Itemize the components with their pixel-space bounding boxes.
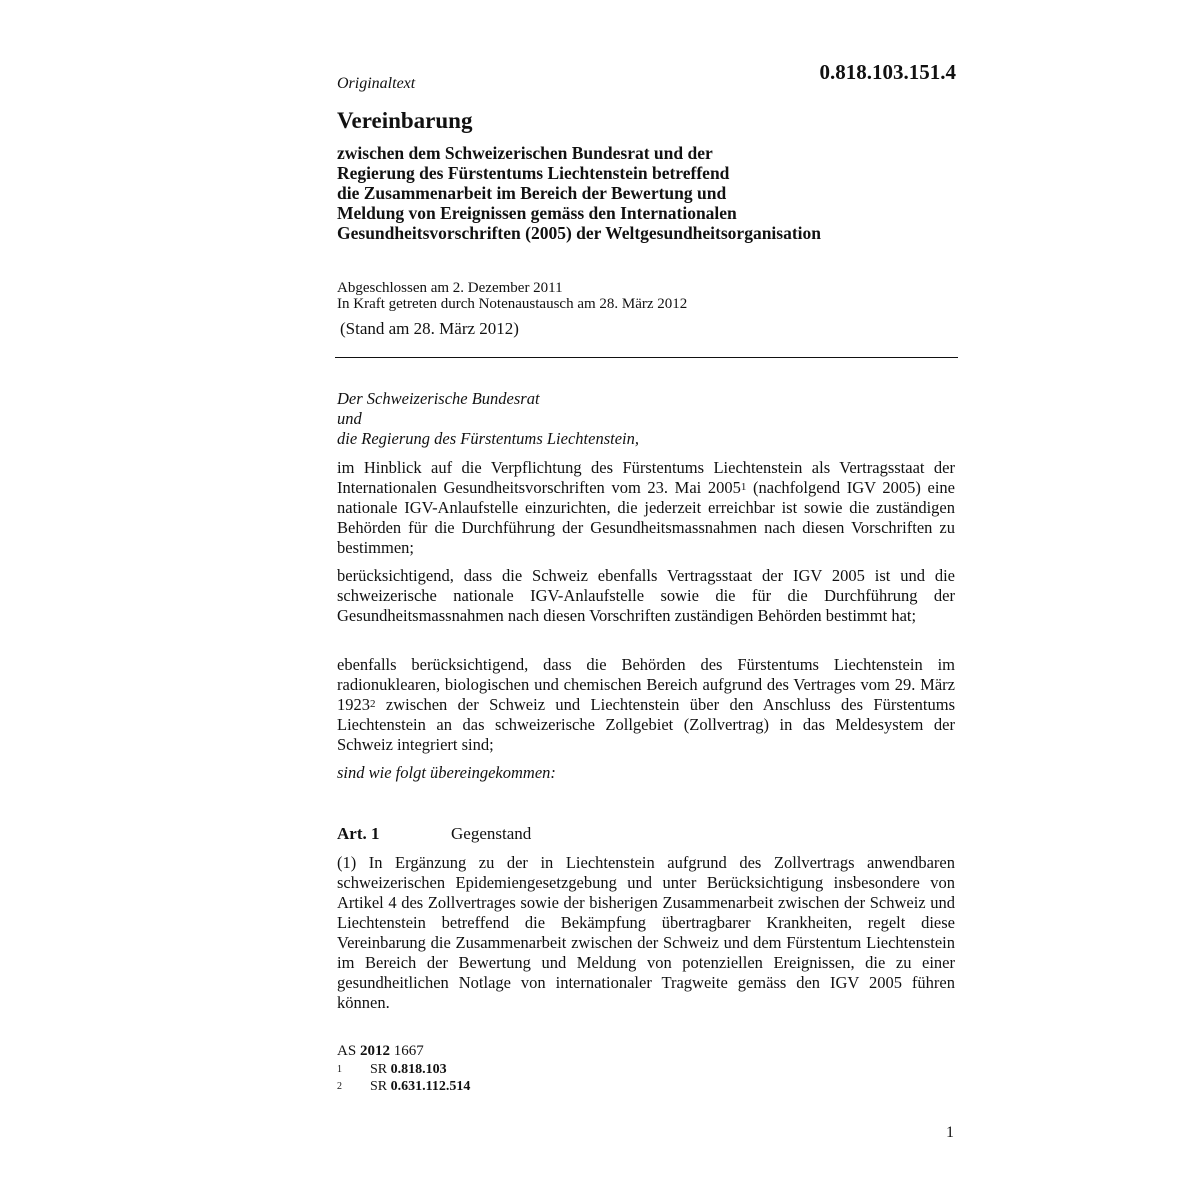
as-prefix: AS [337,1043,360,1059]
article-1-text: (1) In Ergänzung zu der in Liechtenstein aufgrund des Zollvertrags anwendbaren schweizerischen Epidemiengesetzgebung und unter Berücksichtigung insbesondere von Artikel 4 des Zollvertrages sowie der bisherigen Zusammenarbeit zwischen der Schweiz und Liechtenstein betreffend die Bekämpfung übertragbarer Krankheiten, regelt diese Vereinbarung die Zusammenarbeit zwischen der Schweiz und dem Fürstentum Liechtenstein im Bereich der Bewertung und Meldung von potenziellen Ereignissen, die zu einer gesundheitlichen Notlage von internationaler Tragweite gemäss den IGV 2005 führen können. [337,853,955,1012]
concluded-date: Abgeschlossen am 2. Dezember 2011 [337,280,563,296]
paragraph-text: ebenfalls berücksichtigend, dass die Behörden des Fürstentums Liechtenstein im radionuklearen, biologischen und chemischen Bereich aufgrund des Vertrages vom 29. März 1923 [337,655,955,714]
footnote-mark: 1 [337,1064,342,1075]
document-number: 0.818.103.151.4 [819,60,956,84]
article-heading [337,824,531,844]
preamble-parties [337,389,955,449]
document-meta [337,280,957,312]
paragraph-text: zwischen der Schweiz und Liechtenstein über den Anschluss des Fürstentums Liechtenstein an das schweizerische Zollgebiet (Zollvertrag) in das Meldesystem der Schweiz integriert sind; [337,695,955,754]
footnote-1 [337,1062,447,1078]
subtitle-line: Meldung von Ereignissen gemäss den Internationalen [337,203,737,223]
as-year: 2012 [359,1043,390,1059]
article-number: Art. 1 [337,824,380,843]
footnote-prefix: SR [370,1062,391,1077]
footnote-mark: 2 [337,1081,342,1092]
as-page: 1667 [389,1043,424,1059]
subtitle-line: Regierung des Fürstentums Liechtenstein betreffend [337,163,730,183]
party-line: Der Schweizerische Bundesrat [337,389,540,408]
preamble-closing: sind wie folgt übereingekommen: [337,763,556,782]
article-title: Gegenstand [451,824,532,843]
preamble-paragraph-2: berücksichtigend, dass die Schweiz ebenfalls Vertragsstaat der IGV 2005 ist und die schweizerische nationale IGV-Anlaufstelle sowie die für die Durchführung der Gesundheitsmassnahmen nach diesen Vorschriften zuständigen Behörden bestimmt hat; [337,566,955,625]
party-line: und [337,409,362,428]
footnote-prefix: SR [370,1079,391,1094]
footnote-sr-number[interactable]: 0.631.112.514 [390,1079,471,1094]
paragraph-text: (nachfolgend IGV 2005) eine nationale IGV-Anlaufstelle einzurichten, die jederzeit erreichbar ist sowie die zuständigen Behörden für die Durchführung der Gesundheitsmassnahmen nach diesen Vorschriften zu bestimmen; [337,478,955,557]
in-force-date: In Kraft getreten durch Notenaustausch am 28. März 2012 [337,296,688,312]
document-subtitle [337,143,957,243]
page-number: 1 [946,1124,954,1141]
paragraph-text: im Hinblick auf die Verpflichtung des Fürstentums Liechtenstein als Vertragsstaat der Internationalen Gesundheitsvorschriften vom 23. Mai 2005 [337,458,955,497]
footnote-2 [337,1079,470,1095]
document-title: Vereinbarung [337,108,473,133]
originaltext-label: Originaltext [337,75,416,92]
as-reference [337,1043,424,1060]
footnote-sr-number[interactable]: 0.818.103 [390,1062,447,1077]
party-line: die Regierung des Fürstentums Liechtenstein, [337,429,639,448]
subtitle-line: die Zusammenarbeit im Bereich der Bewertung und [337,183,727,203]
footnote-ref[interactable]: 2 [370,698,376,710]
stand-date: (Stand am 28. März 2012) [340,319,519,338]
preamble-paragraph-1 [337,458,955,558]
subtitle-line: Gesundheitsvorschriften (2005) der Weltgesundheitsorganisation [337,223,822,243]
preamble-paragraph-3 [337,655,955,755]
subtitle-line: zwischen dem Schweizerischen Bundesrat und der [337,143,713,163]
header-divider [335,357,958,358]
footnote-ref[interactable]: 1 [740,481,747,493]
